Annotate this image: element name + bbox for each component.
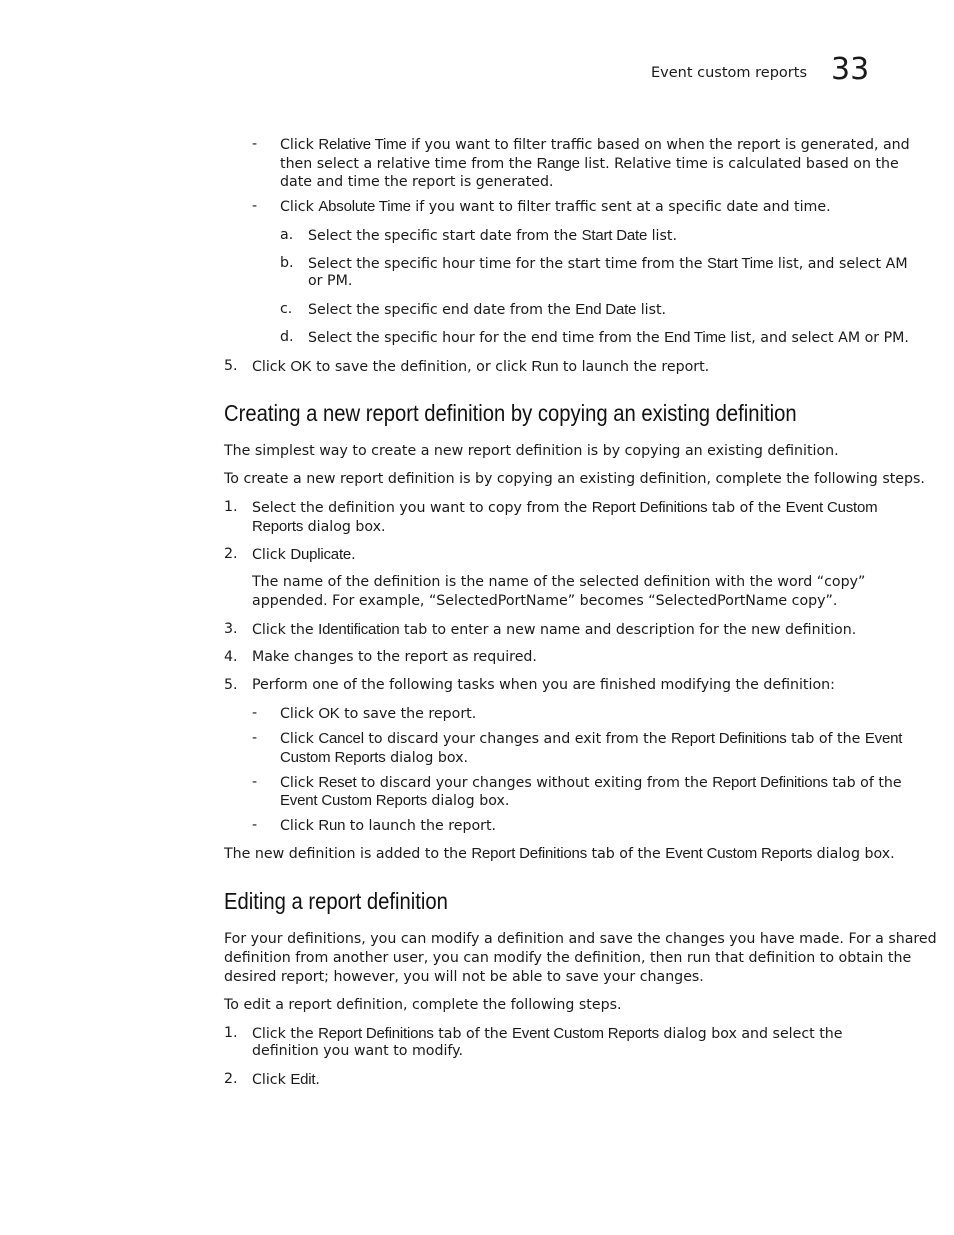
chapter-number: 33 bbox=[831, 52, 870, 87]
step-text-continuation: Reports dialog box. bbox=[252, 518, 386, 535]
sub-list-item: Select the specific start date from the Start Date list. bbox=[308, 227, 677, 244]
list-bullet: - bbox=[252, 774, 258, 790]
step-number: 2. bbox=[224, 546, 238, 562]
paragraph: For your definitions, you can modify a definition and save the changes you have made. For a shared bbox=[224, 931, 937, 947]
sub-list-marker: c. bbox=[280, 301, 293, 317]
step-text: Click Edit. bbox=[252, 1071, 320, 1088]
sub-list-marker: a. bbox=[280, 227, 294, 243]
list-item: Click Reset to discard your changes without exiting from the Report Definitions tab of the bbox=[280, 774, 902, 791]
list-item: Click Relative Time if you want to filter traffic based on when the report is generated, and bbox=[280, 136, 910, 153]
list-item: Click OK to save the report. bbox=[280, 705, 477, 722]
step-text: Select the definition you want to copy from the Report Definitions tab of the Event Custom bbox=[252, 499, 878, 516]
step-number: 2. bbox=[224, 1071, 238, 1087]
step-text-continuation: definition you want to modify. bbox=[252, 1043, 464, 1059]
paragraph: The simplest way to create a new report definition is by copying an existing definition. bbox=[224, 443, 839, 459]
paragraph: To edit a report definition, complete the following steps. bbox=[224, 997, 622, 1013]
step-number: 3. bbox=[224, 621, 238, 637]
sub-list-item: Select the specific end date from the End Date list. bbox=[308, 301, 667, 318]
step-text: Click Duplicate. bbox=[252, 546, 356, 563]
step-note: The name of the definition is the name of the selected definition with the word “copy” bbox=[252, 574, 866, 590]
list-item-continuation: Event Custom Reports dialog box. bbox=[280, 792, 510, 809]
list-item: Click Absolute Time if you want to filter traffic sent at a specific date and time. bbox=[280, 198, 831, 215]
sub-list-item: Select the specific hour for the end time from the End Time list, and select AM or PM. bbox=[308, 329, 909, 346]
step-text: Make changes to the report as required. bbox=[252, 649, 537, 665]
step-number: 5. bbox=[224, 677, 238, 693]
paragraph: The new definition is added to the Report Definitions tab of the Event Custom Reports dialog box. bbox=[224, 845, 895, 862]
sub-list-marker: d. bbox=[280, 329, 294, 345]
paragraph-continuation: desired report; however, you will not be able to save your changes. bbox=[224, 969, 704, 985]
section-heading: Creating a new report definition by copying an existing definition bbox=[224, 400, 797, 426]
list-item: Click Run to launch the report. bbox=[280, 817, 497, 834]
sub-list-marker: b. bbox=[280, 255, 294, 271]
step-number: 1. bbox=[224, 1025, 238, 1041]
running-header-title: Event custom reports bbox=[651, 65, 807, 81]
step-text: Click OK to save the definition, or click Run to launch the report. bbox=[252, 358, 710, 375]
step-note: appended. For example, “SelectedPortName” becomes “SelectedPortName copy”. bbox=[252, 593, 838, 609]
paragraph: To create a new report definition is by copying an existing definition, complete the following steps. bbox=[224, 471, 925, 487]
list-item-continuation: then select a relative time from the Range list. Relative time is calculated based on the bbox=[280, 155, 899, 172]
list-item: Click Cancel to discard your changes and exit from the Report Definitions tab of the Event bbox=[280, 730, 903, 747]
step-number: 4. bbox=[224, 649, 238, 665]
step-text: Click the Identification tab to enter a new name and description for the new definition. bbox=[252, 621, 857, 638]
list-item-continuation: Custom Reports dialog box. bbox=[280, 749, 469, 766]
step-number: 5. bbox=[224, 358, 238, 374]
list-bullet: - bbox=[252, 198, 258, 214]
sub-list-item: Select the specific hour time for the start time from the Start Time list, and select AM bbox=[308, 255, 908, 272]
section-heading: Editing a report definition bbox=[224, 888, 448, 914]
step-number: 1. bbox=[224, 499, 238, 515]
step-text: Click the Report Definitions tab of the Event Custom Reports dialog box and select the bbox=[252, 1025, 843, 1042]
list-bullet: - bbox=[252, 817, 258, 833]
list-bullet: - bbox=[252, 705, 258, 721]
list-item-continuation: date and time the report is generated. bbox=[280, 174, 554, 190]
step-text: Perform one of the following tasks when you are finished modifying the definition: bbox=[252, 677, 835, 693]
list-bullet: - bbox=[252, 136, 258, 152]
paragraph-continuation: definition from another user, you can modify the definition, then run that definition to obtain the bbox=[224, 950, 912, 966]
sub-list-item-continuation: or PM. bbox=[308, 273, 353, 289]
list-bullet: - bbox=[252, 730, 258, 746]
